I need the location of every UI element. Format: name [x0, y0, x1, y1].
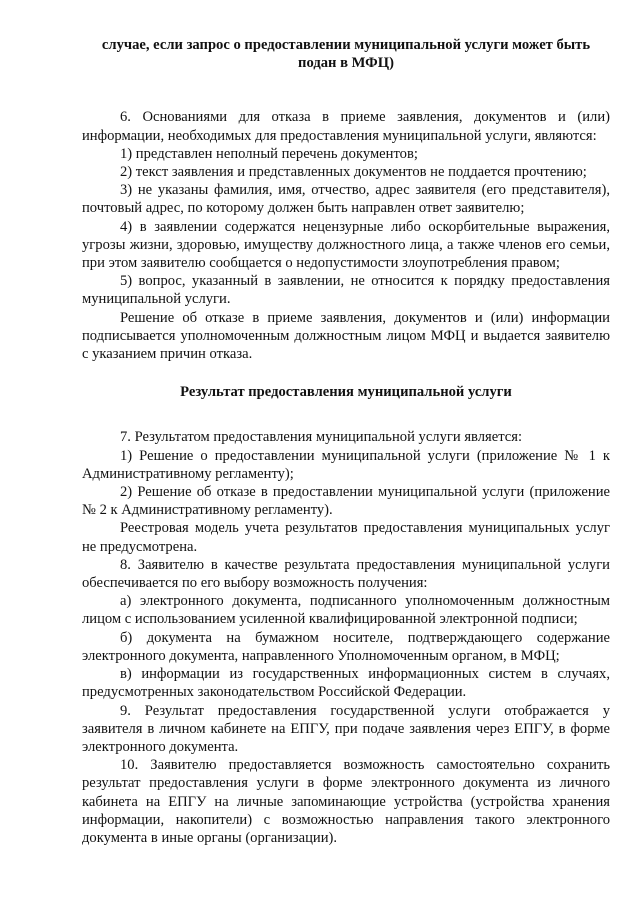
paragraph: 7. Результатом предоставления муниципальной услуги является: — [120, 429, 523, 446]
paragraph: 10. Заявителю предоставляется возможность самостоятельно сохранить результат предоставления услуги в форме электронного документа из личного кабинета на ЕПГУ на личные запоминающие устройства (устройства хранения информации, накопители) с возможностью направления такого электронного документа в иные органы (организации). — [82, 757, 610, 846]
list-item: б) документа на бумажном носителе, подтверждающего содержание электронного документа, направленного Уполномоченным органом, в МФЦ; — [82, 629, 610, 664]
paragraph: Реестровая модель учета результатов предоставления муниципальных услуг не предусмотрена. — [82, 520, 610, 555]
list-item: 4) в заявлении содержатся нецензурные либо оскорбительные выражения, угрозы жизни, здоровью, имуществу должностного лица, а также членов его семьи, при этом заявителю сообщается о недопустимости злоупотребления правом; — [82, 218, 610, 272]
list-item: 3) не указаны фамилия, имя, отчество, адрес заявителя (его представителя), почтовый адрес, по которому должен быть направлен ответ заявителю; — [82, 182, 610, 217]
paragraph: 6. Основаниями для отказа в приеме заявления, документов и (или) информации, необходимых для предоставления муниципальной услуги, являются: — [82, 109, 610, 144]
continued-heading: случае, если запрос о предоставлении муниципальной услуги может быть подан в МФЦ) — [101, 37, 591, 72]
list-item: в) информации из государственных информационных систем в случаях, предусмотренных законодательством Российской Федерации. — [82, 666, 610, 701]
result-section — [82, 428, 610, 847]
list-item: 1) Решение о предоставлении муниципальной услуги (приложение № 1 к Административному регламенту); — [82, 447, 610, 482]
list-item: а) электронного документа, подписанного уполномоченным должностным лицом с использованием усиленной квалифицированной электронной подписи; — [82, 593, 610, 628]
section-title: Результат предоставления муниципальной услуги — [180, 384, 512, 401]
paragraph: 9. Результат предоставления государственной услуги отображается у заявителя в личном кабинете на ЕПГУ, при подаче заявления через ЕПГУ, в форме электронного документа. — [82, 702, 610, 755]
refusal-grounds-section — [82, 108, 610, 363]
list-item: 2) Решение об отказе в предоставлении муниципальной услуги (приложение № 2 к Административному регламенту). — [82, 484, 610, 519]
list-item: 1) представлен неполный перечень документов; — [120, 145, 418, 162]
list-item: 2) текст заявления и представленных документов не поддается прочтению; — [120, 164, 587, 181]
list-item: 5) вопрос, указанный в заявлении, не относится к порядку предоставления муниципальной услуги. — [82, 273, 610, 308]
paragraph: 8. Заявителю в качестве результата предоставления муниципальной услуги обеспечивается по его выбору возможность получения: — [82, 556, 610, 592]
paragraph: Решение об отказе в приеме заявления, документов и (или) информации подписывается уполномоченным должностным лицом МФЦ и выдается заявителю с указанием причин отказа. — [82, 309, 610, 363]
